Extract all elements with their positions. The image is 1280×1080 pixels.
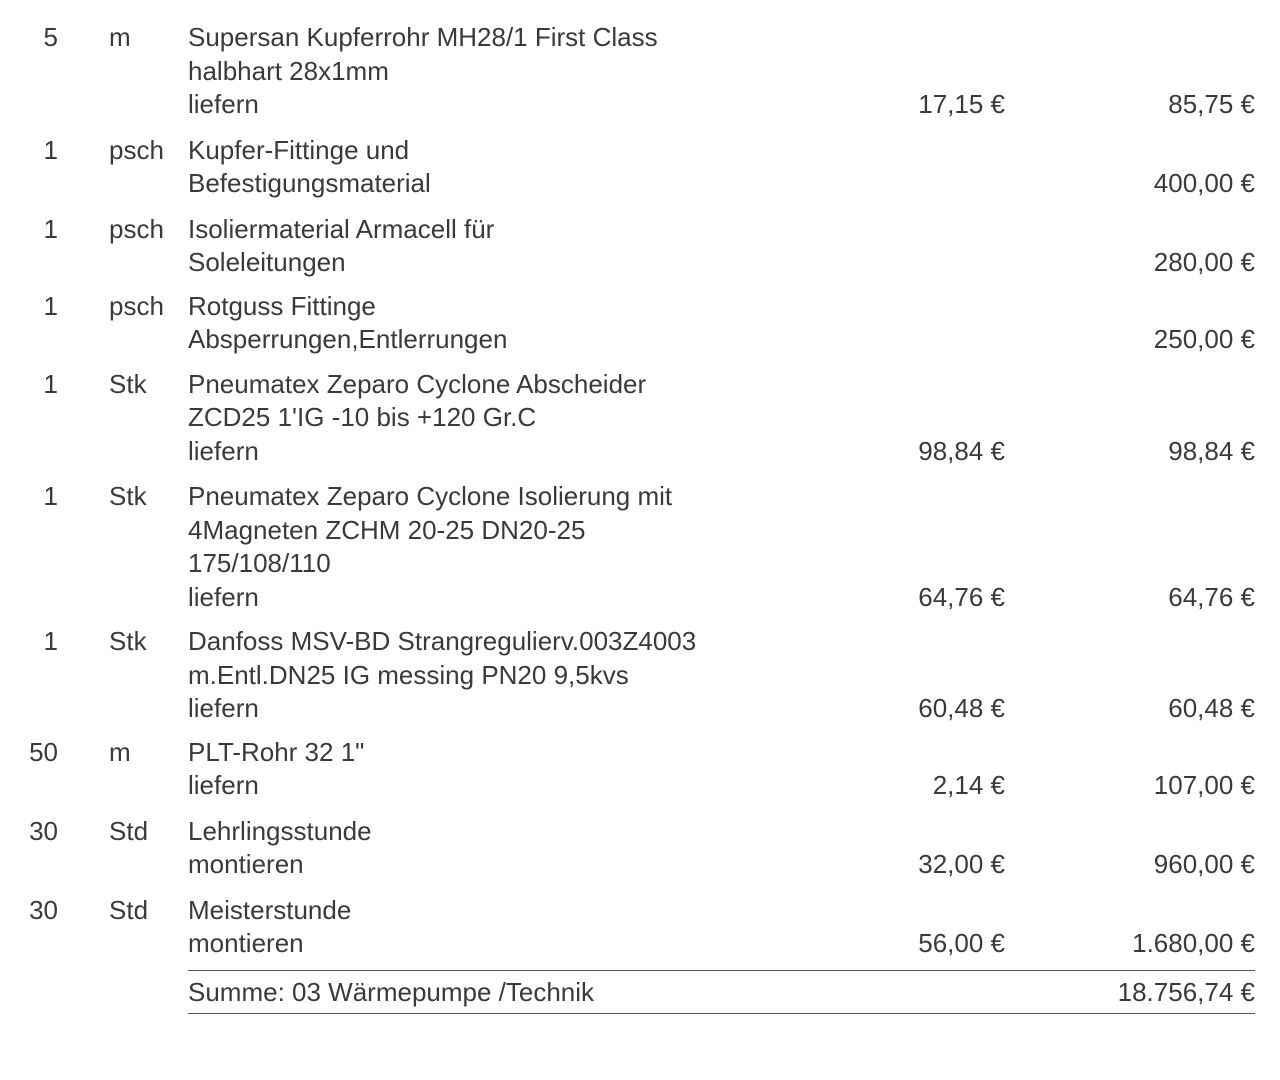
description-line: m.Entl.DN25 IG messing PN20 9,5kvs — [188, 659, 629, 690]
unit-price: 2,14 € — [932, 770, 1005, 800]
description-line: Pneumatex Zeparo Cyclone Abscheider — [188, 368, 647, 399]
description-line: ZCD25 1'IG -10 bis +120 Gr.C — [188, 402, 537, 432]
line-total: 64,76 € — [1168, 581, 1255, 612]
description-line: liefern — [188, 581, 259, 612]
position-row — [0, 134, 1280, 201]
description-line: Rotguss Fittinge — [188, 290, 376, 321]
line-total: 98,84 € — [1168, 435, 1255, 466]
position-row — [0, 480, 1280, 614]
position-row — [0, 736, 1280, 803]
unit-price: 56,00 € — [918, 928, 1005, 958]
unit-price: 60,48 € — [918, 693, 1005, 723]
unit-price: 17,15 € — [918, 89, 1005, 119]
position-description — [188, 480, 808, 614]
position-quantity: 1 — [43, 626, 58, 656]
position-quantity: 5 — [43, 22, 58, 52]
description-line: Isoliermaterial Armacell für — [188, 213, 495, 244]
description-line: Soleleitungen — [188, 247, 346, 277]
position-row — [0, 213, 1280, 280]
unit-price: 32,00 € — [918, 849, 1005, 879]
section-summary-row — [188, 970, 1255, 1014]
description-line: PLT-Rohr 32 1" — [188, 736, 365, 767]
position-row — [0, 625, 1280, 726]
position-quantity: 50 — [29, 736, 58, 767]
position-unit: Std — [109, 815, 149, 846]
position-quantity: 1 — [43, 290, 58, 321]
description-line: Meisterstunde — [188, 894, 352, 925]
position-unit: m — [109, 736, 131, 767]
position-unit: m — [109, 22, 131, 52]
section-summary-label: Summe: 03 Wärmepumpe /Technik — [188, 977, 595, 1007]
position-quantity: 1 — [43, 213, 58, 244]
description-line: Kupfer-Fittinge und — [188, 134, 410, 165]
position-quantity: 1 — [43, 134, 58, 165]
position-description — [188, 368, 808, 469]
description-line: 4Magneten ZCHM 20-25 DN20-25 — [188, 514, 586, 545]
line-total: 400,00 € — [1153, 168, 1255, 198]
position-description — [188, 815, 808, 882]
position-quantity: 30 — [29, 815, 58, 846]
line-total: 107,00 € — [1153, 770, 1255, 800]
position-list — [0, 21, 1280, 961]
position-row — [0, 290, 1280, 357]
description-line: Pneumatex Zeparo Cyclone Isolierung mit — [188, 481, 673, 511]
description-line: liefern — [188, 770, 259, 800]
description-line: halbhart 28x1mm — [188, 55, 389, 86]
position-unit: Stk — [109, 626, 147, 656]
position-unit: psch — [109, 134, 164, 165]
position-row — [0, 368, 1280, 469]
position-unit: Stk — [109, 481, 147, 511]
description-line: montieren — [188, 928, 304, 958]
position-quantity: 1 — [43, 481, 58, 511]
position-description — [188, 213, 808, 280]
section-summary-total: 18.756,74 € — [1117, 977, 1255, 1007]
description-line: Danfoss MSV-BD Strangregulierv.003Z4003 — [188, 626, 697, 656]
description-line: liefern — [188, 435, 259, 466]
unit-price: 98,84 € — [918, 435, 1005, 466]
description-line: liefern — [188, 89, 259, 119]
position-description — [188, 290, 808, 357]
line-total: 960,00 € — [1153, 849, 1255, 879]
description-line: 175/108/110 — [188, 548, 331, 578]
description-line: montieren — [188, 849, 304, 879]
description-line: liefern — [188, 693, 259, 723]
line-total: 280,00 € — [1153, 247, 1255, 277]
position-unit: psch — [109, 213, 164, 244]
position-unit: psch — [109, 290, 164, 321]
position-description — [188, 625, 808, 726]
line-total: 85,75 € — [1168, 89, 1255, 119]
unit-price: 64,76 € — [918, 581, 1005, 612]
description-line: Lehrlingsstunde — [188, 815, 372, 846]
position-row — [0, 894, 1280, 961]
position-unit: Std — [109, 894, 149, 925]
position-quantity: 30 — [29, 894, 58, 925]
position-quantity: 1 — [43, 368, 58, 399]
position-unit: Stk — [109, 368, 147, 399]
description-line: Absperrungen,Entlerrungen — [188, 324, 508, 354]
line-total: 60,48 € — [1168, 693, 1255, 723]
position-description — [188, 736, 808, 803]
position-description — [188, 134, 808, 201]
line-total: 1.680,00 € — [1132, 928, 1255, 958]
line-total: 250,00 € — [1153, 324, 1255, 354]
position-row — [0, 21, 1280, 122]
position-row — [0, 815, 1280, 882]
description-line: Supersan Kupferrohr MH28/1 First Class — [188, 22, 658, 52]
position-description — [188, 21, 808, 122]
position-description — [188, 894, 808, 961]
description-line: Befestigungsmaterial — [188, 168, 431, 198]
